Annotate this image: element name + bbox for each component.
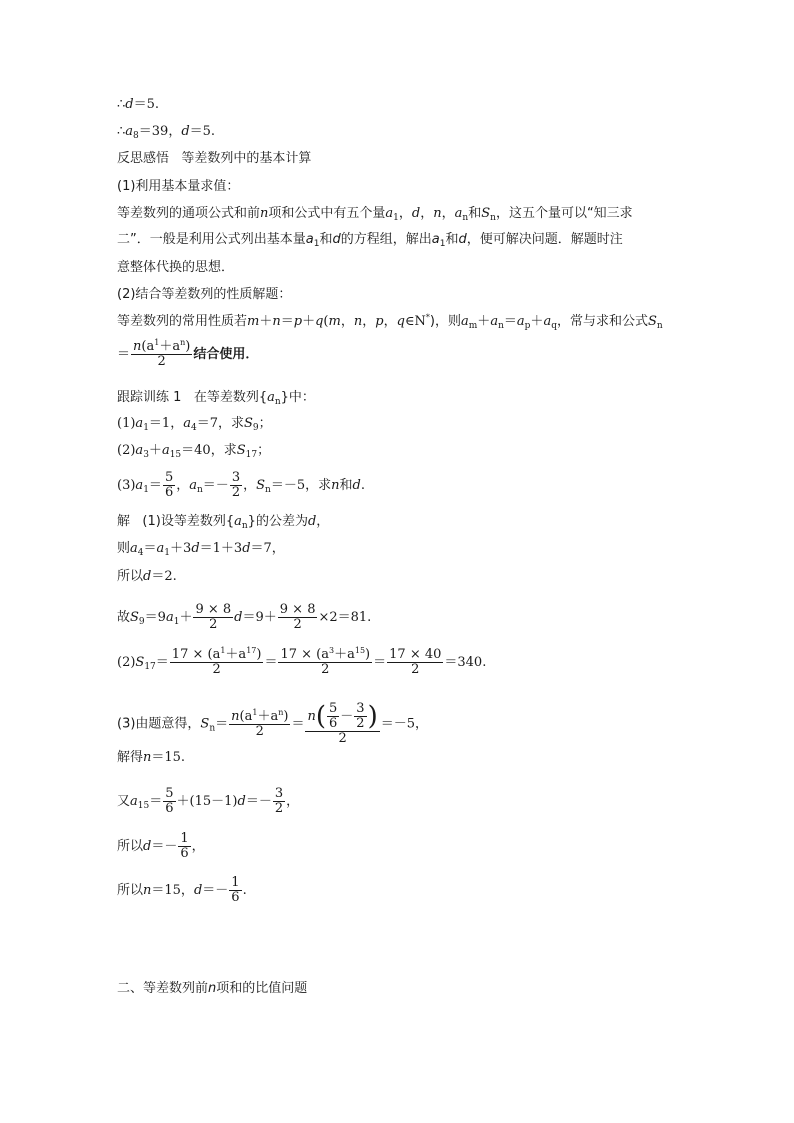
reflection-heading: 反思感悟 等差数列中的基本计算	[117, 151, 312, 166]
section-heading: 二、等差数列前n项和的比值问题	[117, 981, 308, 996]
solution-line-d: 所以d＝－ $\frac{1}{6}$ ，	[117, 831, 205, 861]
line-therefore-a8: $\therefore a_8=39$，d＝5.	[117, 124, 216, 141]
exercise-part-1: $(1)a_1=1$，$a_4=7$，求$S_9$；	[117, 416, 272, 433]
paragraph-line: 等差数列的通项公式和前n项和公式中有五个量$a_1$，d，n，$a_n$和$S_n$，这五个量可以“知三求	[117, 206, 633, 223]
solution-line: 解 (1)设等差数列$\{a_n\}$的公差为d，	[117, 514, 330, 531]
point-1-title: (1)利用基本量求值：	[117, 179, 240, 194]
solution-line-s17: $(2)S_{17}=$ $\frac{17 \times (a^1+a^{17})}{2}$ ＝ $\frac{17 \times (a^3+a^{15})}{2}$ ＝ $\frac{17 \times 40}{2}$ ＝340.	[117, 646, 487, 677]
solution-conclusion: 所以n＝15，d＝－ $\frac{1}{6}$ .	[117, 875, 247, 905]
sum-formula-line: ＝ $\frac{n(a^1+a^n)}{2}$ 结合使用．	[117, 338, 259, 369]
solution-line-part-3: (3)由题意得，$S_n=$ $\frac{n(a^1+a^n)}{2}$ ＝ n( $\frac{5}{6}$ － $\frac{3}{2}$ ) 2 ＝－5，	[117, 701, 428, 746]
exercise-title: 跟踪训练 1 在等差数列$\{a_n\}$中：	[117, 390, 315, 407]
line-therefore-d: ∴d＝5.	[117, 97, 160, 112]
solution-line-s9: 故$S_9=9a_1+$ $\frac{9 \times 8}{2}$ d＝9＋ $\frac{9 \times 8}{2}$ ×2＝81.	[117, 602, 372, 632]
exercise-part-3: $(3)a_1=$ $\frac{5}{6}$ ，$a_n=-$ $\frac{3}{2}$ ，$S_n=-5$，求n和d.	[117, 470, 365, 500]
paragraph-line: 等差数列的常用性质若m＋n＝p＋q(m，n，p，q∈N*)，则$a_m+a_n=a_p+a_q$，常与求和公式$S_n$	[117, 313, 663, 331]
paragraph-line: 意整体代换的思想．	[117, 260, 235, 275]
solution-line: 则$a_4=a_1+3d=1+3d=7$，	[117, 541, 285, 558]
point-2-title: (2)结合等差数列的性质解题：	[117, 287, 292, 302]
solution-line-a15: 又$a_{15}=$ $\frac{5}{6}$ ＋(15－1)d＝－ $\frac{3}{2}$ ，	[117, 786, 300, 816]
paragraph-line: 二”．一般是利用公式列出基本量$a_1$和d的方程组，解出$a_1$和d，便可解决问题．解题时注	[117, 232, 623, 249]
exercise-part-2: $(2)a_3+a_{15}=40$，求$S_{17}$；	[117, 443, 271, 460]
solution-line: 解得n＝15.	[117, 750, 186, 765]
sum-formula-fraction: $\frac{n(a^1+a^n)}{2}$	[133, 338, 191, 369]
solution-line: 所以d＝2.	[117, 569, 177, 584]
